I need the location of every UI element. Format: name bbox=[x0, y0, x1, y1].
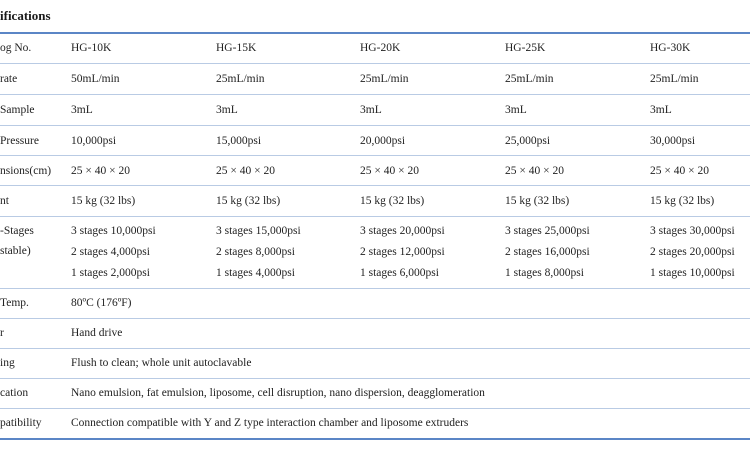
table-cell: 15,000psi bbox=[216, 135, 262, 147]
row-label-line: stable) bbox=[0, 245, 31, 257]
table-cell: 10,000psi bbox=[71, 135, 117, 147]
stage-line: 1 stages 4,000psi bbox=[216, 267, 295, 279]
table-cell: 25mL/min bbox=[650, 73, 699, 85]
stage-line: 3 stages 10,000psi bbox=[71, 225, 156, 237]
table-cell: 3mL bbox=[71, 104, 93, 116]
table-cell: 20,000psi bbox=[360, 135, 406, 147]
stage-line: 1 stages 2,000psi bbox=[71, 267, 150, 279]
table-cell: HG-25K bbox=[505, 42, 546, 54]
table-cell: 3mL bbox=[360, 104, 382, 116]
table-cell: 25mL/min bbox=[505, 73, 554, 85]
stage-line: 3 stages 15,000psi bbox=[216, 225, 301, 237]
stage-line: 2 stages 16,000psi bbox=[505, 246, 590, 258]
table-row-sample bbox=[0, 95, 750, 126]
stage-line: 3 stages 25,000psi bbox=[505, 225, 590, 237]
table-bottom-rule bbox=[0, 438, 750, 440]
table-cell-span: Hand drive bbox=[71, 327, 123, 339]
table-cell-span: 80ºC (176ºF) bbox=[71, 297, 132, 309]
table-row-cleaning bbox=[0, 349, 750, 379]
row-label: nsions(cm) bbox=[0, 165, 52, 177]
table-row-application bbox=[0, 379, 750, 409]
row-label: ing bbox=[0, 357, 15, 369]
table-row-power bbox=[0, 319, 750, 349]
table-row-temp bbox=[0, 289, 750, 319]
table-cell: 25 × 40 × 20 bbox=[505, 165, 564, 177]
stage-line: 3 stages 30,000psi bbox=[650, 225, 735, 237]
row-label: cation bbox=[0, 387, 29, 399]
table-cell: 3mL bbox=[216, 104, 238, 116]
table-cell: 25 × 40 × 20 bbox=[650, 165, 709, 177]
row-label: rate bbox=[0, 73, 18, 85]
table-cell: 25 × 40 × 20 bbox=[360, 165, 419, 177]
table-cell: HG-20K bbox=[360, 42, 401, 54]
stage-line: 2 stages 8,000psi bbox=[216, 246, 295, 258]
stage-line: 2 stages 4,000psi bbox=[71, 246, 150, 258]
stage-line: 3 stages 20,000psi bbox=[360, 225, 445, 237]
table-cell: 3mL bbox=[505, 104, 527, 116]
row-label: r bbox=[0, 327, 4, 339]
specifications-title: ifications bbox=[0, 8, 51, 23]
table-cell-span: Connection compatible with Y and Z type interaction chamber and liposome extruders bbox=[71, 417, 469, 429]
table-cell: 30,000psi bbox=[650, 135, 696, 147]
stage-line: 1 stages 8,000psi bbox=[505, 267, 584, 279]
table-cell: 25,000psi bbox=[505, 135, 551, 147]
table-row-multi-stages bbox=[0, 217, 750, 289]
row-label: Sample bbox=[0, 104, 35, 116]
table-cell: 25 × 40 × 20 bbox=[216, 165, 275, 177]
table-row-dimensions bbox=[0, 156, 750, 186]
stage-line: 2 stages 20,000psi bbox=[650, 246, 735, 258]
table-cell: 25 × 40 × 20 bbox=[71, 165, 130, 177]
row-label: Temp. bbox=[0, 297, 29, 309]
table-row-compatibility bbox=[0, 409, 750, 438]
table-row-pressure bbox=[0, 126, 750, 156]
row-label: og No. bbox=[0, 42, 32, 54]
table-row-catalog-no bbox=[0, 34, 750, 64]
table-cell-span: Nano emulsion, fat emulsion, liposome, cell disruption, nano dispersion, deagglomeration bbox=[71, 387, 485, 399]
row-label-line: -Stages bbox=[0, 225, 34, 237]
table-cell: 3mL bbox=[650, 104, 672, 116]
table-cell: 15 kg (32 lbs) bbox=[71, 195, 136, 207]
row-label: patibility bbox=[0, 417, 42, 429]
table-cell: 25mL/min bbox=[360, 73, 409, 85]
row-label: Pressure bbox=[0, 135, 39, 147]
table-cell: 15 kg (32 lbs) bbox=[216, 195, 281, 207]
table-cell: 15 kg (32 lbs) bbox=[650, 195, 715, 207]
table-cell: 15 kg (32 lbs) bbox=[505, 195, 570, 207]
table-row-weight bbox=[0, 186, 750, 217]
table-cell: 25mL/min bbox=[216, 73, 265, 85]
row-label: nt bbox=[0, 195, 9, 207]
table-cell: HG-10K bbox=[71, 42, 112, 54]
table-cell-span: Flush to clean; whole unit autoclavable bbox=[71, 357, 252, 369]
table-cell: 50mL/min bbox=[71, 73, 120, 85]
stage-line: 1 stages 10,000psi bbox=[650, 267, 735, 279]
table-cell: 15 kg (32 lbs) bbox=[360, 195, 425, 207]
table-row-flow-rate bbox=[0, 64, 750, 95]
table-cell: HG-30K bbox=[650, 42, 691, 54]
stage-line: 2 stages 12,000psi bbox=[360, 246, 445, 258]
table-cell: HG-15K bbox=[216, 42, 257, 54]
stage-line: 1 stages 6,000psi bbox=[360, 267, 439, 279]
